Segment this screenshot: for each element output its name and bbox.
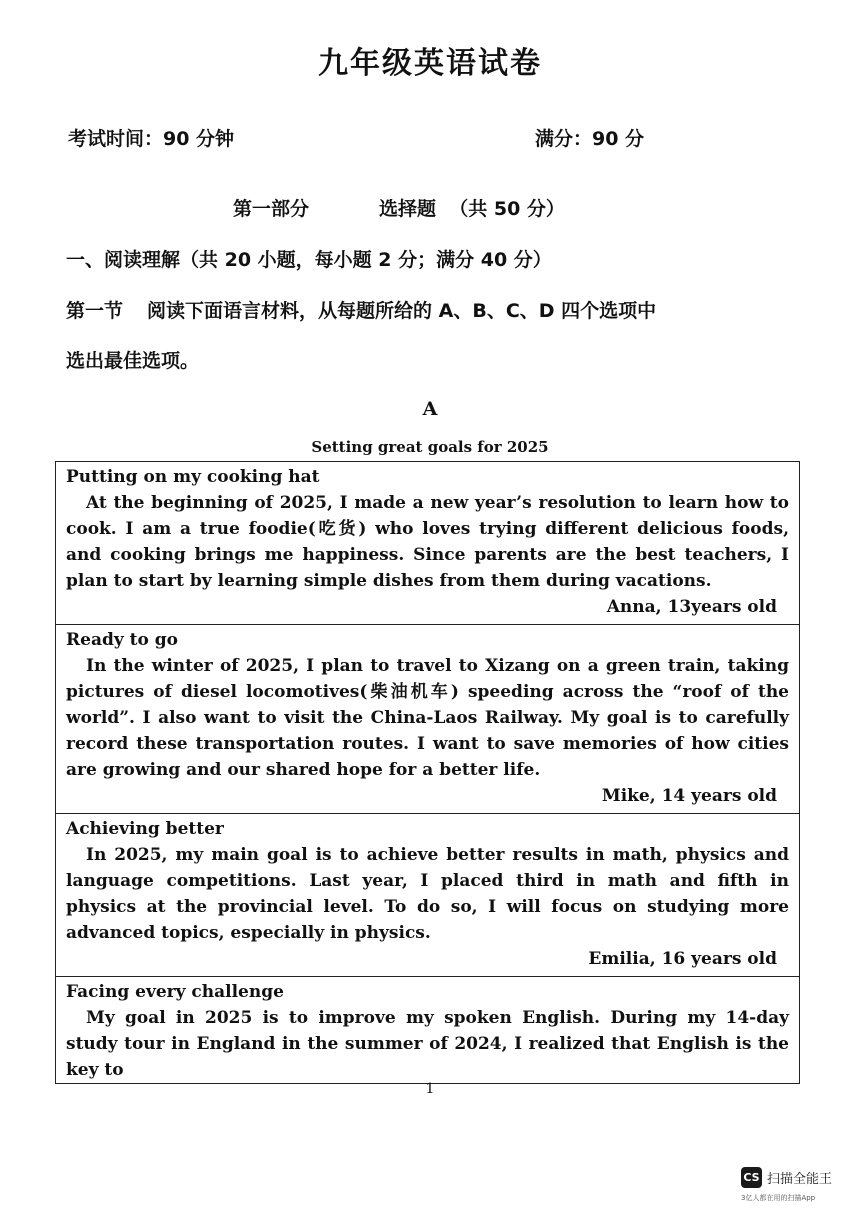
- entry-heading: Ready to go: [66, 630, 178, 650]
- entry-signature: Anna, 13years old: [606, 597, 777, 617]
- node-one-label: 第一节: [66, 300, 124, 322]
- exam-time: 考试时间：90 分钟: [68, 128, 235, 150]
- entry-heading: Putting on my cooking hat: [66, 467, 320, 487]
- passage-entry: [56, 977, 799, 1083]
- entry-text: My goal in 2025 is to improve my spoken English. During my 14-day study tour in England in the summer of 2024, I realized that English is the key to: [66, 1008, 789, 1080]
- node-one-instruction-line2: 选出最佳选项。: [66, 350, 200, 372]
- passage-entry: [56, 625, 799, 814]
- passage-entry: [56, 462, 799, 625]
- entry-text: In the winter of 2025, I plan to travel to Xizang on a green train, taking pictures of diesel locomotives(柴油机车) speeding across the “roof of the world”. I also want to visit the China-Laos Railway. My goal is to carefully record these transportation routes. I want to save memories of how cities are growing and our shared hope for a better life.: [66, 656, 789, 780]
- part-one-name: 第一部分: [233, 198, 310, 220]
- part-one-type: 选择题: [379, 198, 437, 220]
- entry-signature: Emilia, 16 years old: [588, 949, 777, 969]
- camscanner-logo-icon: CS: [741, 1167, 762, 1188]
- entry-text: In 2025, my main goal is to achieve better results in math, physics and language competitions. Last year, I placed third in math and fifth in physics at the provincial level. To do so, I will focus on studying more advanced topics, especially in physics.: [66, 845, 789, 943]
- passage-title: Setting great goals for 2025: [311, 438, 549, 456]
- entry-heading: Achieving better: [66, 819, 224, 839]
- node-one-instruction-line1: 阅读下面语言材料，从每题所给的 A、B、C、D 四个选项中: [147, 300, 657, 322]
- passage-letter: A: [422, 398, 438, 420]
- section-one-heading: 一、阅读理解（共 20 小题，每小题 2 分；满分 40 分）: [66, 249, 552, 271]
- part-one-heading: [233, 194, 565, 221]
- part-one-score: （共 50 分）: [449, 198, 565, 220]
- full-score: 满分：90 分: [535, 128, 645, 150]
- node-one-instruction: [66, 296, 656, 323]
- entry-text: At the beginning of 2025, I made a new year’s resolution to learn how to cook. I am a true foodie(吃货) who loves trying different delicious foods, and cooking brings me happiness. Since parents are the best teachers, I plan to start by learning simple dishes from them during vacations.: [66, 493, 789, 591]
- passage-entry: [56, 814, 799, 977]
- camscanner-app-name: 扫描全能王: [767, 1172, 833, 1187]
- entry-signature: Mike, 14 years old: [601, 786, 777, 806]
- passage-table: [55, 461, 800, 1084]
- camscanner-tagline: 3亿人都在用的扫描App: [741, 1194, 816, 1202]
- page-title: 九年级英语试卷: [318, 46, 542, 81]
- entry-heading: Facing every challenge: [66, 982, 284, 1002]
- page-number: 1: [425, 1081, 435, 1097]
